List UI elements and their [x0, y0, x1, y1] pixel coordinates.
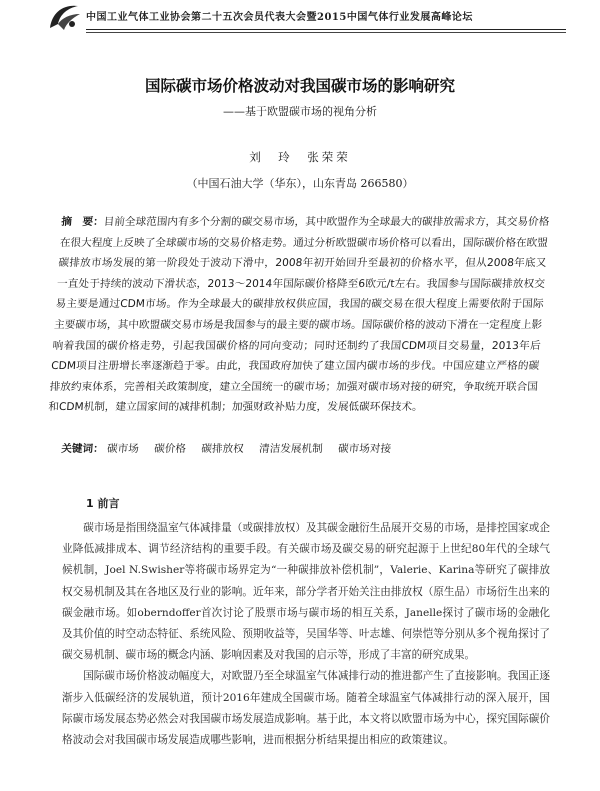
running-header: 中国工业气体工业协会第二十五次会员代表大会暨2015中国气体行业发展高峰论坛 [86, 12, 473, 23]
paper-authors: 刘 玲 张荣荣 [249, 150, 351, 164]
abstract [48, 212, 550, 418]
keyword-item: 碳市场对接 [337, 443, 392, 455]
body-text [62, 518, 550, 751]
abstract-label: 摘 要： [60, 216, 105, 228]
keyword-item: 碳市场 [106, 443, 140, 455]
paper-subtitle: ——基于欧盟碳市场的视角分析 [223, 105, 377, 118]
abstract-text: 目前全球范围内有多个分割的碳交易市场，其中欧盟作为全球最大的碳排放需求方，其交易价格在很大程度上反映了全球碳市场的交易价格走势。通过分析欧盟碳市场价格可以看出，国际碳价格在欧盟碳排放市场发展的第一阶段处于波动下滑中，2008年初开始回升至最初的价格水平，但从2008年底又一直处于持续的波动下滑状态，2013～2014年国际碳价格降至6欧元/t左右。我国参与国际碳排放权交易主要是通过CDM市场。作为全球最大的碳排放权供应国，我国的碳交易在很大程度上需要依附于国际主要碳市场，其中欧盟碳交易市场是我国参与的最主要的碳市场。国际碳价格的波动下滑在一定程度上影响着我国的碳价格走势，引起我国碳价格的同向变动；同时还制约了我国CDM项目交易量，2013年后CDM项目注册增长率逐渐趋于零。由此，我国政府加快了建立国内碳市场的步伐。中国应建立严格的碳排放约束体系，完善相关政策制度，建立全国统一的碳市场；加强对碳市场对接的研究，争取统开联合国和CDM机制，建立国家间的减排机制；加强财政补贴力度，发展低碳环保技术。 [47, 216, 550, 414]
keywords-label: 关键词： [60, 443, 105, 455]
keyword-item: 碳价格 [153, 443, 187, 455]
body-paragraph: 国际碳市场价格波动幅度大，对欧盟乃至全球温室气体减排行动的推进都产生了直接影响。我国正逐渐步入低碳经济的发展轨道，预计2016年建成全国碳市场。随着全球温室气体减排行动的深入展开，国际碳市场发展态势必然会对我国碳市场发展造成影响。基于此，本文将以欧盟市场为中心，探究国际碳价格波动会对我国碳市场发展造成哪些影响，进而根据分析结果提出相应的政策建议。 [62, 670, 550, 747]
paper-affiliation: （中国石油大学（华东），山东青岛 266580） [186, 177, 414, 190]
header-rule [86, 29, 566, 30]
paper-title: 国际碳市场价格波动对我国碳市场的影响研究 [144, 77, 455, 95]
section-heading: 1 前言 [86, 497, 120, 510]
keywords [61, 439, 550, 459]
keyword-item: 清洁发展机制 [258, 443, 324, 455]
association-logo-icon [46, 2, 82, 32]
keyword-item: 碳排放权 [200, 443, 245, 455]
body-paragraph: 碳市场是指围绕温室气体减排量（或碳排放权）及其碳金融衍生品展开交易的市场，是排控国家或企业降低减排成本、调节经济结构的重要手段。有关碳市场及碳交易的研究起源于上世纪80年代的全球气候机制，Joel N.Swisher等将碳市场界定为“一种碳排放补偿机制”，Valerie、Karina等研究了碳排放权交易机制及其在各地区及行业的影响。近年来，部分学者开始关注由排放权（原生品）市场衍生出来的碳金融市场。如oberndoffer首次讨论了股票市场与碳市场的相互关系，Janelle探讨了碳市场的金融化及其价值的时空动态特征、系统风险、预期收益等，吴国华等、叶志雄、何崇恺等分别从多个视角探讨了碳交易机制、碳市场的概念内涵、影响因素及对我国的启示等，形成了丰富的研究成果。 [62, 522, 550, 662]
header-rule-thin [86, 32, 566, 33]
